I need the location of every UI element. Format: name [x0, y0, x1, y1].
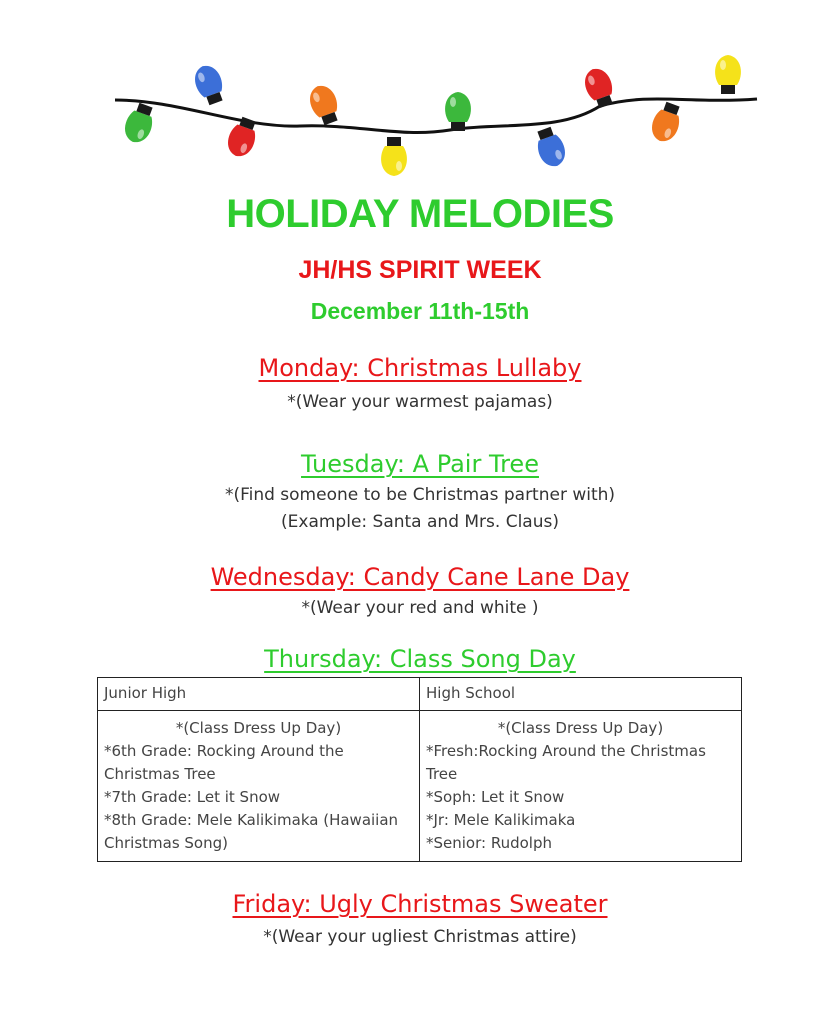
wednesday-heading: Wednesday: Candy Cane Lane Day: [210, 563, 630, 591]
junior-high-line: *8th Grade: Mele Kalikimaka (Hawaiian: [104, 811, 399, 829]
monday-heading: Monday: Christmas Lullaby: [258, 354, 582, 382]
event-dates: December 11th-15th: [310, 298, 530, 324]
friday-note: *(Wear your ugliest Christmas attire): [263, 927, 577, 947]
high-school-line: Tree: [426, 765, 458, 783]
junior-high-line: *7th Grade: Let it Snow: [104, 788, 281, 806]
monday-note: *(Wear your warmest pajamas): [287, 392, 553, 412]
christmas-lights-icon: [0, 0, 840, 185]
junior-high-line: Christmas Tree: [104, 765, 216, 783]
light-bulb-icon: [224, 115, 262, 160]
page-subtitle: JH/HS SPIRIT WEEK: [298, 256, 542, 284]
light-bulb-icon: [191, 62, 229, 107]
high-school-cell: [420, 711, 742, 862]
high-school-line: *Soph: Let it Snow: [426, 788, 565, 806]
high-school-line: *Jr: Mele Kalikimaka: [426, 811, 576, 829]
light-bulb-icon: [715, 55, 741, 94]
junior-high-cell: [98, 711, 420, 862]
tuesday-example: (Example: Santa and Mrs. Claus): [281, 512, 559, 532]
light-bulb-icon: [306, 82, 344, 127]
thursday-heading: Thursday: Class Song Day: [264, 645, 576, 673]
wednesday-note: *(Wear your red and white ): [301, 598, 539, 618]
class-song-table: [97, 677, 742, 862]
light-bulb-icon: [648, 100, 686, 145]
page-title: HOLIDAY MELODIES: [226, 192, 614, 236]
tuesday-note: *(Find someone to be Christmas partner with): [224, 485, 616, 505]
high-school-line: *Senior: Rudolph: [426, 834, 552, 852]
table-header-junior-high: Junior High: [98, 678, 420, 711]
light-bulb-icon: [581, 65, 619, 110]
junior-high-dress-note: *(Class Dress Up Day): [175, 719, 342, 737]
high-school-dress-note: *(Class Dress Up Day): [497, 719, 664, 737]
light-bulb-icon: [381, 137, 407, 176]
light-bulb-icon: [121, 101, 159, 146]
light-bulb-icon: [532, 125, 570, 170]
friday-heading: Friday: Ugly Christmas Sweater: [232, 890, 608, 918]
tuesday-heading: Tuesday: A Pair Tree: [301, 450, 539, 478]
junior-high-line: *6th Grade: Rocking Around the: [104, 742, 344, 760]
junior-high-line: Christmas Song): [104, 834, 228, 852]
light-bulb-icon: [445, 92, 471, 131]
high-school-line: *Fresh:Rocking Around the Christmas: [426, 742, 706, 760]
table-header-high-school: High School: [420, 678, 742, 711]
